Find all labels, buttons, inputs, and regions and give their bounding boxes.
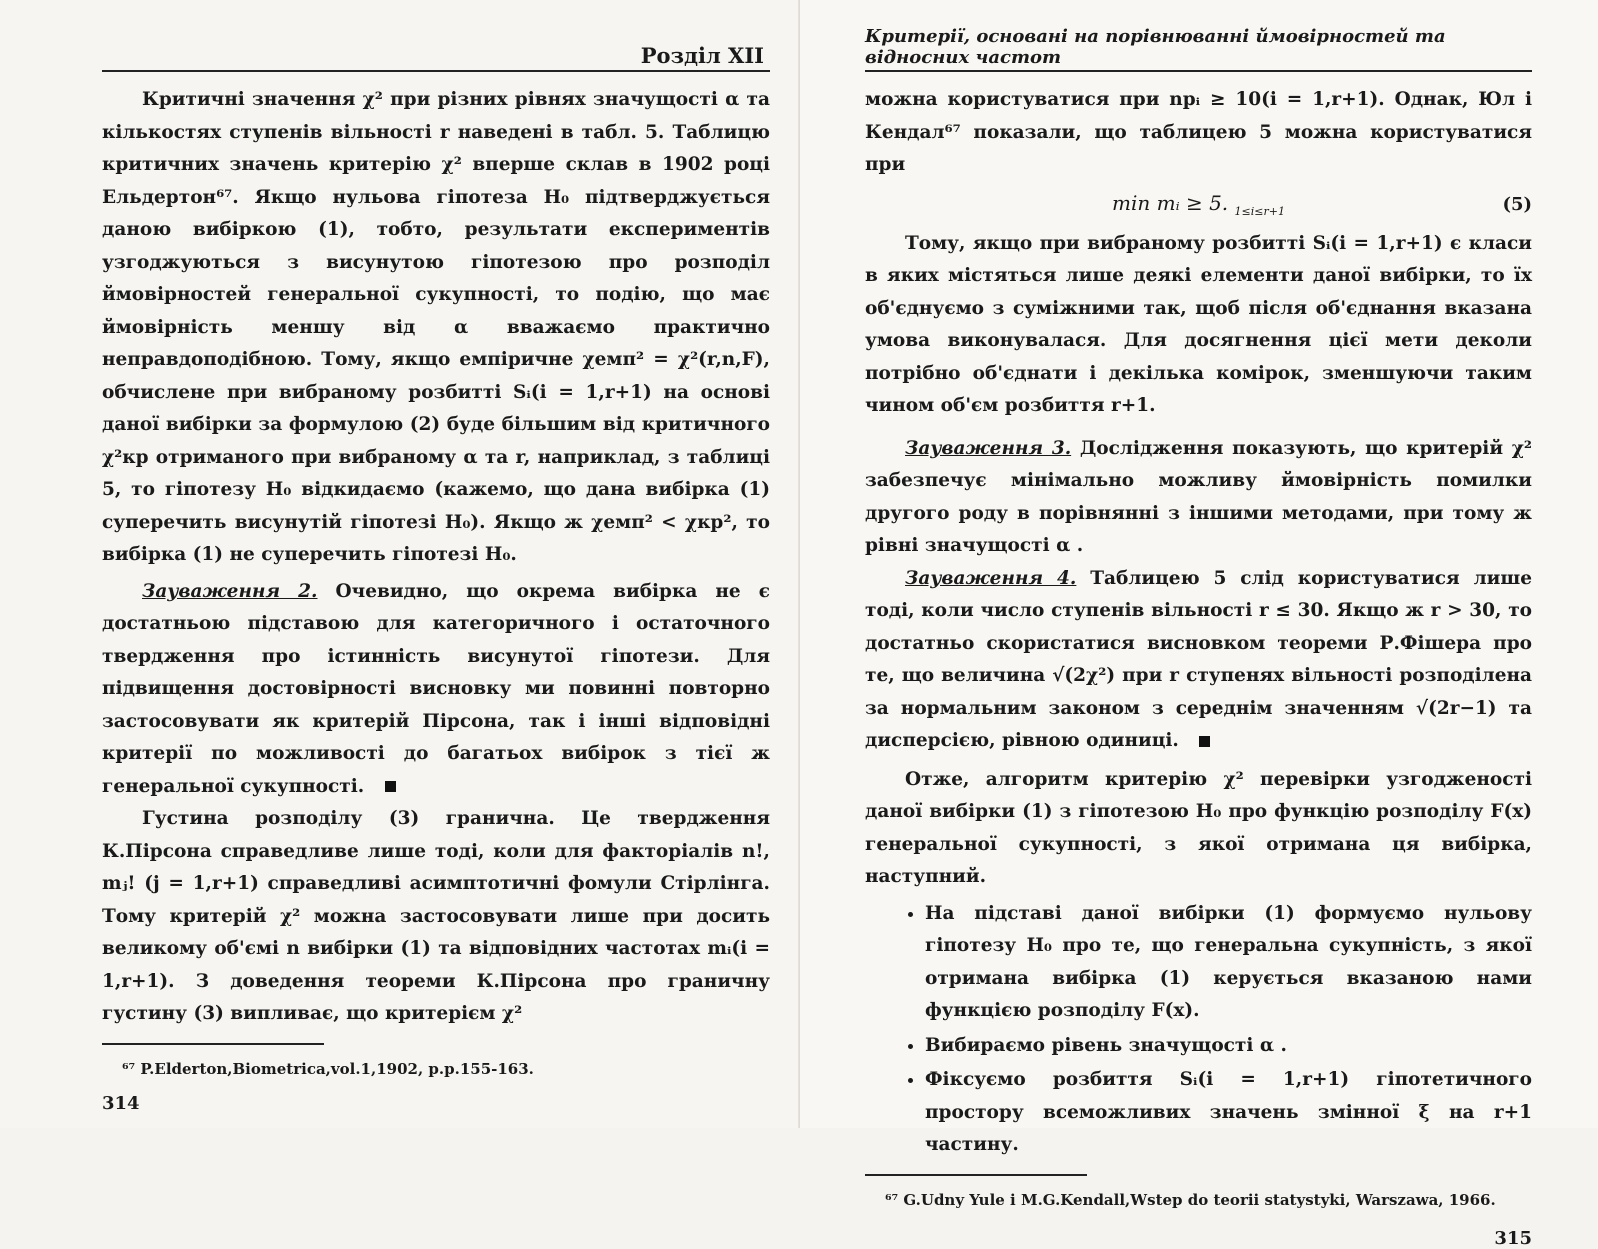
right-running-head <box>865 26 1532 72</box>
paragraph-critical-values: Критичні значення χ² при різних рівнях значущості α та кількостях ступенів вільності r наведені в табл. 5. Таблицю критичних значень критерію χ² вперше склав в 1902 році Ельдертон⁶⁷. Якщо нульова гіпотеза H₀ підтверджується даною вибіркою (1), тобто, результати експериментів узгоджуються з висунутою гіпотезою про розподіл ймовірностей генеральної сукупності, то подію, що має ймовірність меншу від α вважаємо практично неправдоподібною. Тому, якщо емпіричне χемп² = χ²(r,n,F), обчислене при вибраному розбитті Sᵢ(i = 1,r+1) на основі даної вибірки за формулою (2) буде більшим від критичного χ²кр отриманого при вибраному α та r, наприклад, з таблиці 5, то гіпотезу H₀ відкидаємо (кажемо, що дана вибірка (1) суперечить висунутій гіпотезі H₀). Якщо ж χемп² < χкр², то вибірка (1) не суперечить гіпотезі H₀. <box>102 89 770 565</box>
list-item: • На підставі даної вибірки (1) формуємо нульову гіпотезу H₀ про те, що генеральна сукупність, з якої отримана вибірка (1) керується вказаною нами функцією розподілу F(x). <box>925 898 1532 1028</box>
algorithm-steps-list <box>865 898 1532 1162</box>
paragraph-density: Густина розподілу (3) гранична. Це твердження К.Пірсона справедливе лише тоді, коли для факторіалів n!, mⱼ! (j = 1,r+1) справедливі асимптотичні фомули Стірлінга. Тому критерій χ² можна застосовувати лише при досить великому об'ємі n вибірки (1) та відповідних частотах mᵢ(i = 1,r+1). З доведення теореми К.Пірсона про граничну густину (3) випливає, що критерієм χ² <box>102 808 770 1024</box>
formula-5 <box>865 182 1532 228</box>
remark-4-text: Таблицею 5 слід користуватися лише тоді, коли число ступенів вільності r ≤ 30. Якщо ж r > 30, то достатньо скористатися висновком теореми Р.Фішера про те, що величина √(2χ²) при r ступенях вільності розподілена за нормальним законом з середнім значенням √(2r−1) та дисперсією, рівною одиниці. <box>865 567 1532 751</box>
page-number: 314 <box>102 1092 140 1114</box>
qed-square-icon <box>385 781 396 792</box>
footnote: ⁶⁷ P.Elderton,Biometrica,vol.1,1902, p.p.155-163. <box>122 1059 534 1078</box>
paragraph-partition: Тому, якщо при вибраному розбитті Sᵢ(i = 1,r+1) є класи в яких містяться лише деякі елементи даної вибірки, то їх об'єднуємо з суміжними так, щоб після об'єднання вказана умова виконувалася. Для досягнення цієї мети деколи потрібно об'єднати і декілька комірок, зменшуючи таким чином об'єм розбиття r+1. <box>865 232 1532 416</box>
formula-number: (5) <box>1502 194 1532 215</box>
list-item: • Фіксуємо розбиття Sᵢ(i = 1,r+1) гіпотетичного простору всеможливих значень змінної ξ на r+1 частину. <box>925 1064 1532 1162</box>
remark-2 <box>102 576 770 804</box>
paragraph-algorithm: Отже, алгоритм критерію χ² перевірки узгодженості даної вибірки (1) з гіпотезою H₀ про функцію розподілу F(x) генеральної сукупності, з якої отримана ця вибірка, наступний. <box>865 768 1532 887</box>
chapter-title: Розділ XII <box>640 43 764 68</box>
footnote-rule <box>102 1043 324 1045</box>
remark-3-text: Дослідження показують, що критерій χ² забезпечує мінімально можливу ймовірність помилки другого роду в порівнянні з іншими методами, при тому ж рівні значущості α . <box>865 437 1532 556</box>
remark-4-title: Зауваження 4. <box>905 567 1077 589</box>
remark-3-title: Зауваження 3. <box>905 437 1072 459</box>
right-page <box>800 0 1598 1249</box>
paragraph-intro: можна користуватися при npᵢ ≥ 10(i = 1,r+1). Однак, Юл і Кендал⁶⁷ показали, що таблицею 5 можна користуватися при <box>865 89 1532 175</box>
left-page <box>0 0 800 1128</box>
section-title: Критерії, основані на порівнюванні ймовірностей та відносних частот <box>865 26 1446 68</box>
remark-3 <box>865 433 1532 563</box>
footnote: ⁶⁷ G.Udny Yule i M.G.Kendall,Wstep do teorii statystyki, Warszawa, 1966. <box>885 1190 1496 1209</box>
remark-2-text: Очевидно, що окрема вибірка не є достатньою підставою для категоричного і остаточного твердження про істинність висунутої гіпотези. Для підвищення достовірності висновку ми повинні повторно застосовувати як критерій Пірсона, так і інші відповідні критерії по можливості до багатьох вибірок з тієї ж генеральної сукупності. <box>102 580 770 797</box>
formula-subscript: 1≤i≤r+1 <box>1234 205 1285 218</box>
formula-text: min mᵢ ≥ 5. $_{1\le i\le r+1}$ <box>1112 191 1285 218</box>
qed-square-icon <box>1199 736 1210 747</box>
footnote-rule <box>865 1174 1087 1176</box>
page-number: 315 <box>1494 1227 1532 1249</box>
remark-4 <box>865 563 1532 758</box>
left-running-head <box>102 42 770 72</box>
list-item: • Вибираємо рівень значущості α . <box>925 1030 1532 1063</box>
remark-2-title: Зауваження 2. <box>142 580 318 602</box>
